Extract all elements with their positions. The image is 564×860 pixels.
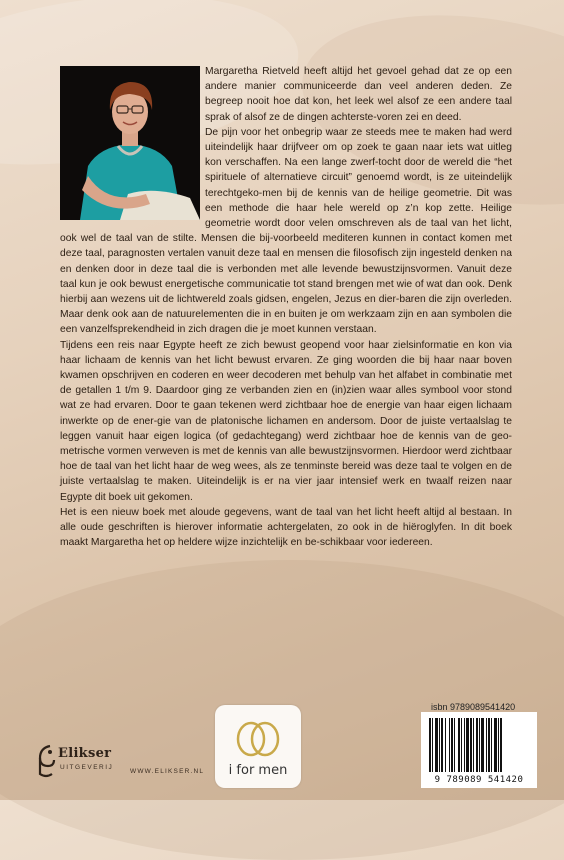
barcode-bar: [488, 718, 490, 772]
imprint-label: i for men: [228, 763, 288, 778]
paragraph-intro: Margaretha Rietveld heeft altijd het gevoel gehad dat ze op een andere manier communiceerde dan veel anderen deden. Ze begreep nooit hoe dat kon, het leek wel alsof ze een andere taal sprak of alsof ze de dingen achterste-voren zei en deed.: [205, 66, 512, 123]
barcode-bar: [464, 718, 465, 772]
barcode-bar: [466, 718, 469, 772]
barcode-bar: [481, 718, 484, 772]
barcode-bar: [461, 718, 462, 772]
barcode-bar: [470, 718, 472, 772]
barcode-bar: [451, 718, 453, 772]
publisher-subtitle: UITGEVERIJ: [60, 764, 114, 771]
barcode-bar: [432, 718, 433, 772]
barcode-bar: [479, 718, 480, 772]
barcode-bar: [458, 718, 460, 772]
barcode-bars: [427, 718, 531, 772]
paragraph-geometry: De pijn voor het onbegrip waar ze steeds mee te maken had werd uiteindelijk haar drijfveer om op zoek te gaan naar iets wat uitleg kon verschaffen. Na een lange zwerf-tocht door de wereld die “het spirituele of alternatieve circuit” genoemd wordt, is ze uiteindelijk terechtgeko-men bij de kennis van de heilige geometrie. Dit was een methode die haar hele wereld op z’n kop zette. Heilige geometrie wordt door velen omschreven als de taal van het licht, ook wel de taal van de stilte. Mensen die bij-voorbeeld mediteren kunnen in contact komen met deze taal, paragnosten vertalen vanuit deze taal en mensen die filosofisch zijn ingesteld denken na en denken door in deze taal die is verbonden met alle levende bewustzijnsvormen. Vanuit deze taal kun je ook bewust energetische communicatie tot stand brengen met wie of wat dan ook. Denk hierbij aan wezens uit de lichtwereld zoals gidsen, engelen, Jezus en dier-baren die zijn overleden. Maar denk ook aan de natuurelementen die in en buiten je om werkzaam zijn en aan symbolen die een vanzelfsprekendheid in zich dragen die je moet kunnen verstaan.: [60, 126, 512, 336]
imprint-logo: [215, 705, 301, 788]
back-cover-text: [60, 64, 512, 551]
barcode-bar: [441, 718, 443, 772]
barcode-bar: [476, 718, 478, 772]
barcode-bar: [486, 718, 487, 772]
paragraph-book: Het is een nieuw boek met aloude gegevens, want de taal van het licht heeft altijd al bestaan. In alle oude geschriften is hierover informatie achtergelaten, zo ook in de hiëroglyfen. In dit boek maakt Margaretha het op heldere wijze inzichtelijk en be-schikbaar voor iedereen.: [60, 506, 512, 549]
publisher-logo: [36, 744, 126, 780]
barcode: [421, 712, 537, 788]
barcode-bar: [435, 718, 438, 772]
barcode-bar: [445, 718, 446, 772]
barcode-bar: [449, 718, 450, 772]
interlocked-rings-icon: [234, 715, 282, 761]
barcode-bar: [491, 718, 492, 772]
barcode-bar: [429, 718, 431, 772]
publisher-emblem-icon: [36, 744, 56, 778]
barcode-bar: [473, 718, 474, 772]
isbn-label: isbn 9789089541420: [431, 702, 516, 712]
paragraph-egypt: Tijdens een reis naar Egypte heeft ze zich bewust geopend voor haar zielsinformatie en kon via haar lichaam de kennis van het licht bewust ervaren. Ze ging woorden die bij haar naar boven kwamen opschrijven en coderen en weer decoderen met behulp van het alfabet in combinatie met de getallen 1 t/m 9. Daardoor ging ze verbanden zien en (in)zien waar alles symbool voor stond wat ze had ervaren. Door te gaan tekenen werd zichtbaar hoe de energie van haar eigen lichaam inwerkte op de ener-gie van de platonische lichamen en andersom. Door de juiste vertaalslag te leggen vanuit haar eigen logica (of gedachtegang) werd zichtbaar hoe de kennis van de geo-metrische vormen verweven is met de kennis van alle bewustzijnsvormen. Hierdoor werd zichtbaar hoe de taal van het licht haar de weg wees, als ze tenminste bereid was deze taal te volgen en de juiste vertaalslag te maken. Uiteindelijk is er na vier jaar intensief werk en twaalf reizen naar Egypte dit boek uit gekomen.: [60, 339, 512, 503]
barcode-bar: [494, 718, 497, 772]
publisher-name: Elikser: [58, 746, 112, 761]
barcode-digits: 9 789089 541420: [434, 775, 524, 785]
publisher-website: WWW.ELIKSER.NL: [130, 768, 205, 775]
barcode-bar: [439, 718, 440, 772]
barcode-bar: [454, 718, 455, 772]
barcode-bar: [500, 718, 502, 772]
barcode-bar: [498, 718, 499, 772]
